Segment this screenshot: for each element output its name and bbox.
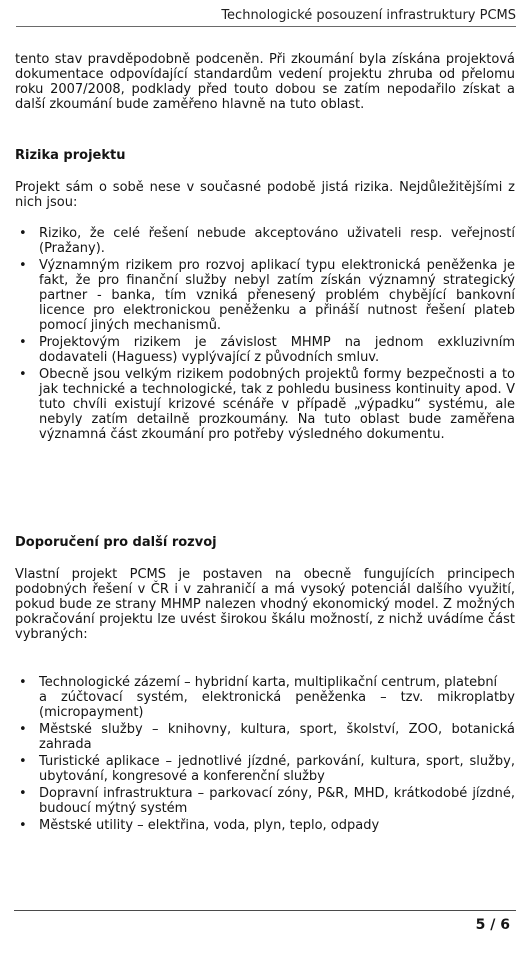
risks-intro: Projekt sám o sobě nese v současné podobě jistá rizika. Nejdůležitějšími z nich jsou:: [15, 180, 515, 210]
bullet: •: [19, 786, 27, 801]
list-item-continuation: a zúčtovací systém, elektronická peněženka – tzv. mikroplatby (micropayment): [39, 690, 515, 720]
bullet: •: [19, 258, 27, 273]
footer-divider: [14, 910, 516, 911]
list-item: • Projektovým rizikem je závislost MHMP na jednom exkluzivním dodavateli (Haguess) vyplývající z původních smluv.: [19, 335, 515, 365]
page-header: Technologické posouzení infrastruktury PCMS: [16, 8, 516, 27]
list-item: • Riziko, že celé řešení nebude akceptováno uživateli resp. veřejností (Pražany).: [19, 226, 515, 256]
bullet: •: [19, 722, 27, 737]
development-list: [15, 675, 515, 835]
page-number: 5 / 6: [475, 917, 510, 933]
list-item: • Městské utility – elektřina, voda, plyn, teplo, odpady: [19, 818, 380, 833]
list-item: • Turistické aplikace – jednotlivé jízdné, parkování, kultura, sport, služby, ubytování, kongresové a konferenční služby: [19, 754, 515, 784]
list-item: • Městské služby – knihovny, kultura, sport, školství, ZOO, botanická zahrada: [19, 722, 515, 752]
list-item: • Technologické zázemí – hybridní karta, multiplikační centrum, platební a zúčtovací systém, elektronická peněženka – tzv. mikroplatby (micropayment): [19, 675, 515, 720]
bullet: •: [19, 818, 27, 833]
development-intro: Vlastní projekt PCMS je postaven na obecně fungujících principech podobných řešení v ČR i v zahraničí a má vysoký potenciál dalšího využití, pokud bude ze strany MHMP nalezen vhodný ekonomický model. Z možných pokračování projektu lze uvést širokou škálu možností, z nichž uvádíme část vybraných:: [15, 567, 515, 642]
list-item: • Dopravní infrastruktura – parkovací zóny, P&R, MHD, krátkodobé jízdné, budoucí mýtný systém: [19, 786, 515, 816]
bullet: •: [19, 367, 27, 382]
bullet: •: [19, 754, 27, 769]
intro-paragraph: tento stav pravděpodobně podceněn. Při zkoumání byla získána projektová dokumentace odpovídající standardům vedení projektu zhruba od přelomu roku 2007/2008, podklady před touto dobou se zatím nepodařilo získat a další zkoumání bude zaměřeno hlavně na tuto oblast.: [15, 52, 515, 112]
list-item: • Obecně jsou velkým rizikem podobných projektů formy bezpečnosti a to jak technické a technologické, tak z pohledu business kontinuity apod. V tuto chvíli existují krizové scénáře v případě „výpadku“ systému, ale nebyly zatím detailně prozkoumány. Na tuto oblast bude zaměřena významná část zkoumání pro potřeby výsledného dokumentu.: [19, 367, 515, 442]
bullet: •: [19, 226, 27, 241]
development-heading: Doporučení pro další rozvoj: [15, 535, 217, 550]
bullet: •: [19, 675, 27, 690]
risks-list: [15, 226, 515, 444]
bullet: •: [19, 335, 27, 350]
risks-heading: Rizika projektu: [15, 148, 126, 163]
list-item: • Významným rizikem pro rozvoj aplikací typu elektronická peněženka je fakt, že pro finanční služby nebyl zatím získán významný strategický partner - banka, tím vzniká přenesený problém chybějící bankovní licence pro elektronickou peněženku a přináší nutnost řešení plateb pomocí jiných mechanismů.: [19, 258, 515, 333]
